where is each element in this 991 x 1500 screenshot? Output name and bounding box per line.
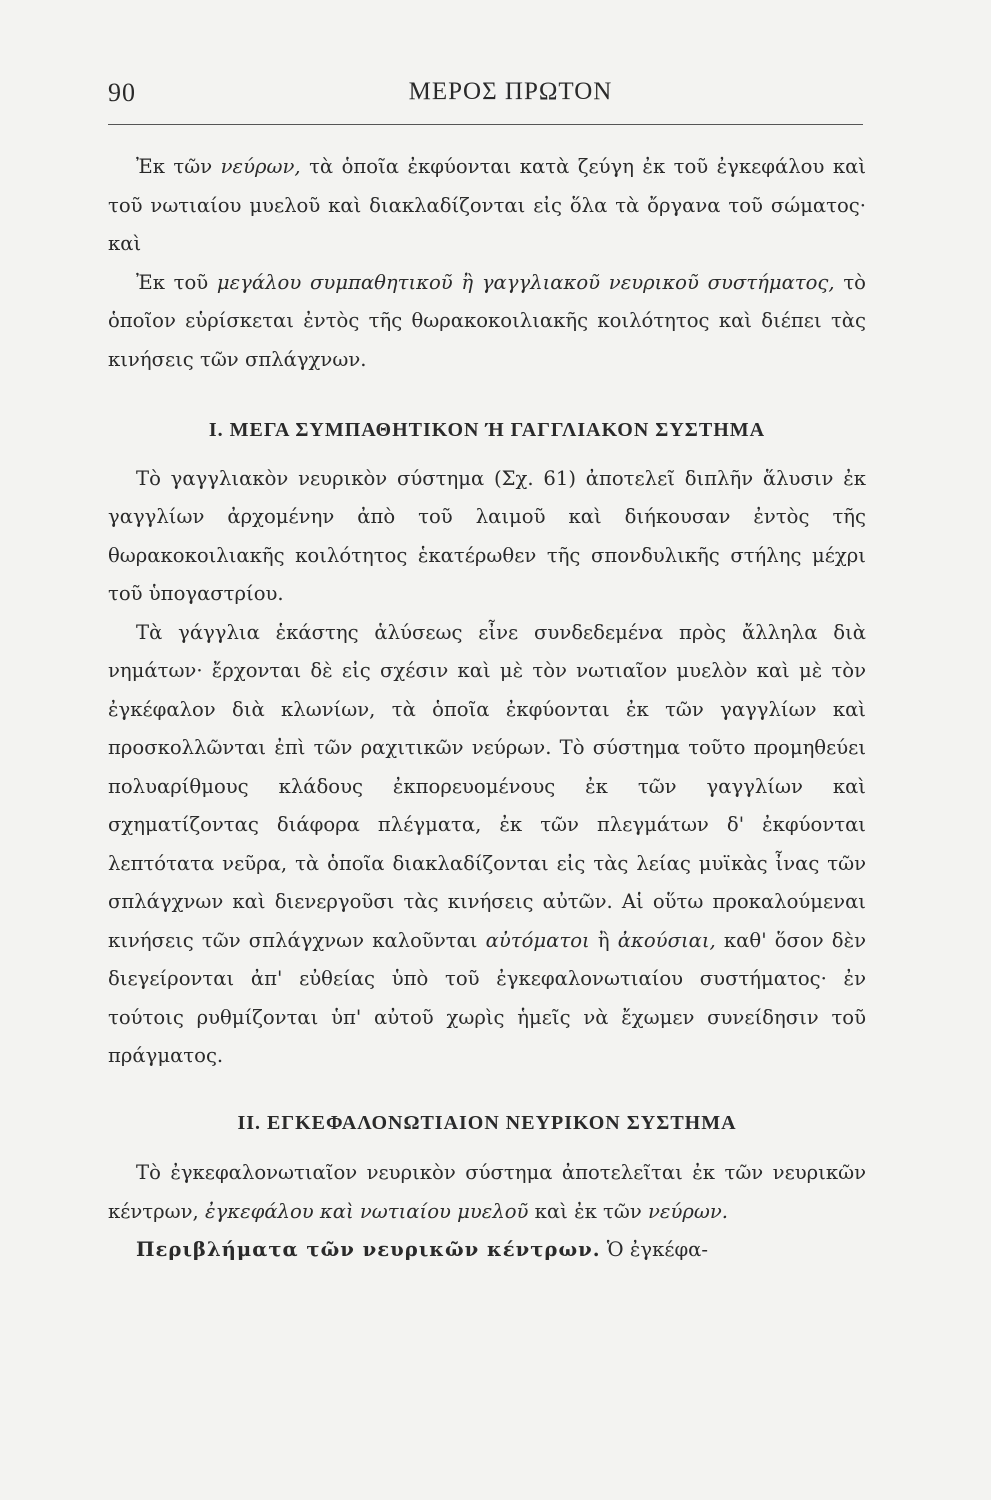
- section-2-paragraph-1: [108, 1154, 866, 1231]
- emphasis-term: ἀκούσιαι,: [617, 928, 716, 952]
- text-run: τὰ ὁποῖα ἐκφύονται κατὰ ζεύγη ἐκ τοῦ ἐγκεφάλου καὶ τοῦ νωτιαίου μυελοῦ καὶ διακλαδίζονται εἰς ὅλα τὰ ὄργανα τοῦ σώματος· καὶ: [108, 155, 866, 255]
- body-text: [108, 148, 866, 1270]
- text-run: Τὸ ἐγκεφαλονωτιαῖον νευρικὸν σύστημα ἀποτελεῖται ἐκ τῶν νευρικῶν κέντρων,: [108, 1161, 866, 1223]
- page-header: [108, 78, 863, 118]
- text-run: καὶ ἐκ τῶν: [528, 1199, 649, 1223]
- header-rule: [108, 124, 863, 125]
- emphasis-term: ἐγκεφάλου καὶ νωτιαίου μυελοῦ: [205, 1199, 529, 1223]
- bold-subheading: Περιβλήματα τῶν νευρικῶν κέντρων.: [136, 1238, 601, 1261]
- section-2-heading: II. ΕΓΚΕΦΑΛΟΝΩΤΙΑΙΟΝ ΝΕΥΡΙΚΟΝ ΣΥΣΤΗΜΑ: [237, 1111, 737, 1134]
- page-number: 90: [108, 78, 136, 107]
- emphasis-term: νεύρων.: [648, 1199, 728, 1223]
- text-run: Ἐκ τοῦ: [136, 270, 217, 294]
- text-run: Τὰ γάγγλια ἑκάστης ἁλύσεως εἶνε συνδεδεμένα πρὸς ἄλληλα διὰ νημάτων· ἔρχονται δὲ εἰς σχέσιν καὶ μὲ τὸν νωτιαῖον μυελὸν καὶ μὲ τὸν ἐγκέφαλον διὰ κλωνίων, τὰ ὁποῖα ἐκφύονται ἐκ τῶν γαγγλίων καὶ προσκολλῶνται ἐπὶ τῶν ραχιτικῶν νεύρων. Τὸ σύστημα τοῦτο προμηθεύει πολυαρίθμους κλάδους ἐκπορευομένους ἐκ τῶν γαγγλίων καὶ σχηματίζοντας διάφορα πλέγματα, ἐκ τῶν πλεγμάτων δ' ἐκφύονται λεπτότατα νεῦρα, τὰ ὁποῖα διακλαδίζονται εἰς τὰς λείας μυϊκὰς ἶνας τῶν σπλάγχνων καὶ διενεργοῦσι τὰς κινήσεις αὐτῶν. Αἱ οὕτω προκαλούμεναι κινήσεις τῶν σπλάγχνων καλοῦνται: [108, 620, 866, 952]
- text-run: Ὁ ἐγκέφα-: [600, 1238, 709, 1261]
- intro-paragraph-1: [108, 148, 866, 264]
- section-2-paragraph-2: [108, 1231, 866, 1270]
- running-title: ΜΕΡΟΣ ΠΡΩΤΟΝ: [408, 78, 613, 105]
- text-run: Ἐκ τῶν: [136, 155, 221, 178]
- section-1-heading: I. ΜΕΓΑ ΣΥΜΠΑΘΗΤΙΚΟΝ Ή ΓΑΓΓΛΙΑΚΟΝ ΣΥΣΤΗΜΑ: [208, 419, 766, 441]
- text-run: τὸ ὁποῖον εὑρίσκεται ἐντὸς τῆς θωρακοκοιλιακῆς κοιλότητος καὶ διέπει τὰς κινήσεις τῶν σπλάγχνων.: [108, 270, 866, 371]
- emphasis-term: νεύρων,: [220, 155, 301, 178]
- section-1-paragraph-1: Τὸ γαγγλιακὸν νευρικὸν σύστημα (Σχ. 61) ἀποτελεῖ διπλῆν ἅλυσιν ἐκ γαγγλίων ἀρχομένην ἀπὸ τοῦ λαιμοῦ καὶ διήκουσαν ἐντὸς τῆς θωρακοκοιλιακῆς κοιλότητος ἑκατέρωθεν τῆς σπονδυλικῆς στήλης μέχρι τοῦ ὑπογαστρίου.: [108, 466, 866, 605]
- intro-paragraph-2: [108, 264, 866, 380]
- text-run: καθ' ὅσον δὲν διεγείρονται ἀπ' εὐθείας ὑπὸ τοῦ ἐγκεφαλονωτιαίου συστήματος· ἐν τούτοις ρυθμίζονται ὑπ' αὐτοῦ χωρὶς ἡμεῖς νὰ ἔχωμεν συνείδησιν τοῦ πράγματος.: [108, 928, 866, 1067]
- emphasis-term: μεγάλου συμπαθητικοῦ ἢ γαγγλιακοῦ νευρικοῦ συστήματος,: [216, 270, 835, 294]
- text-run: ἢ: [589, 928, 618, 952]
- emphasis-term: αὐτόματοι: [485, 928, 590, 952]
- section-1-paragraph-2: [108, 614, 866, 1076]
